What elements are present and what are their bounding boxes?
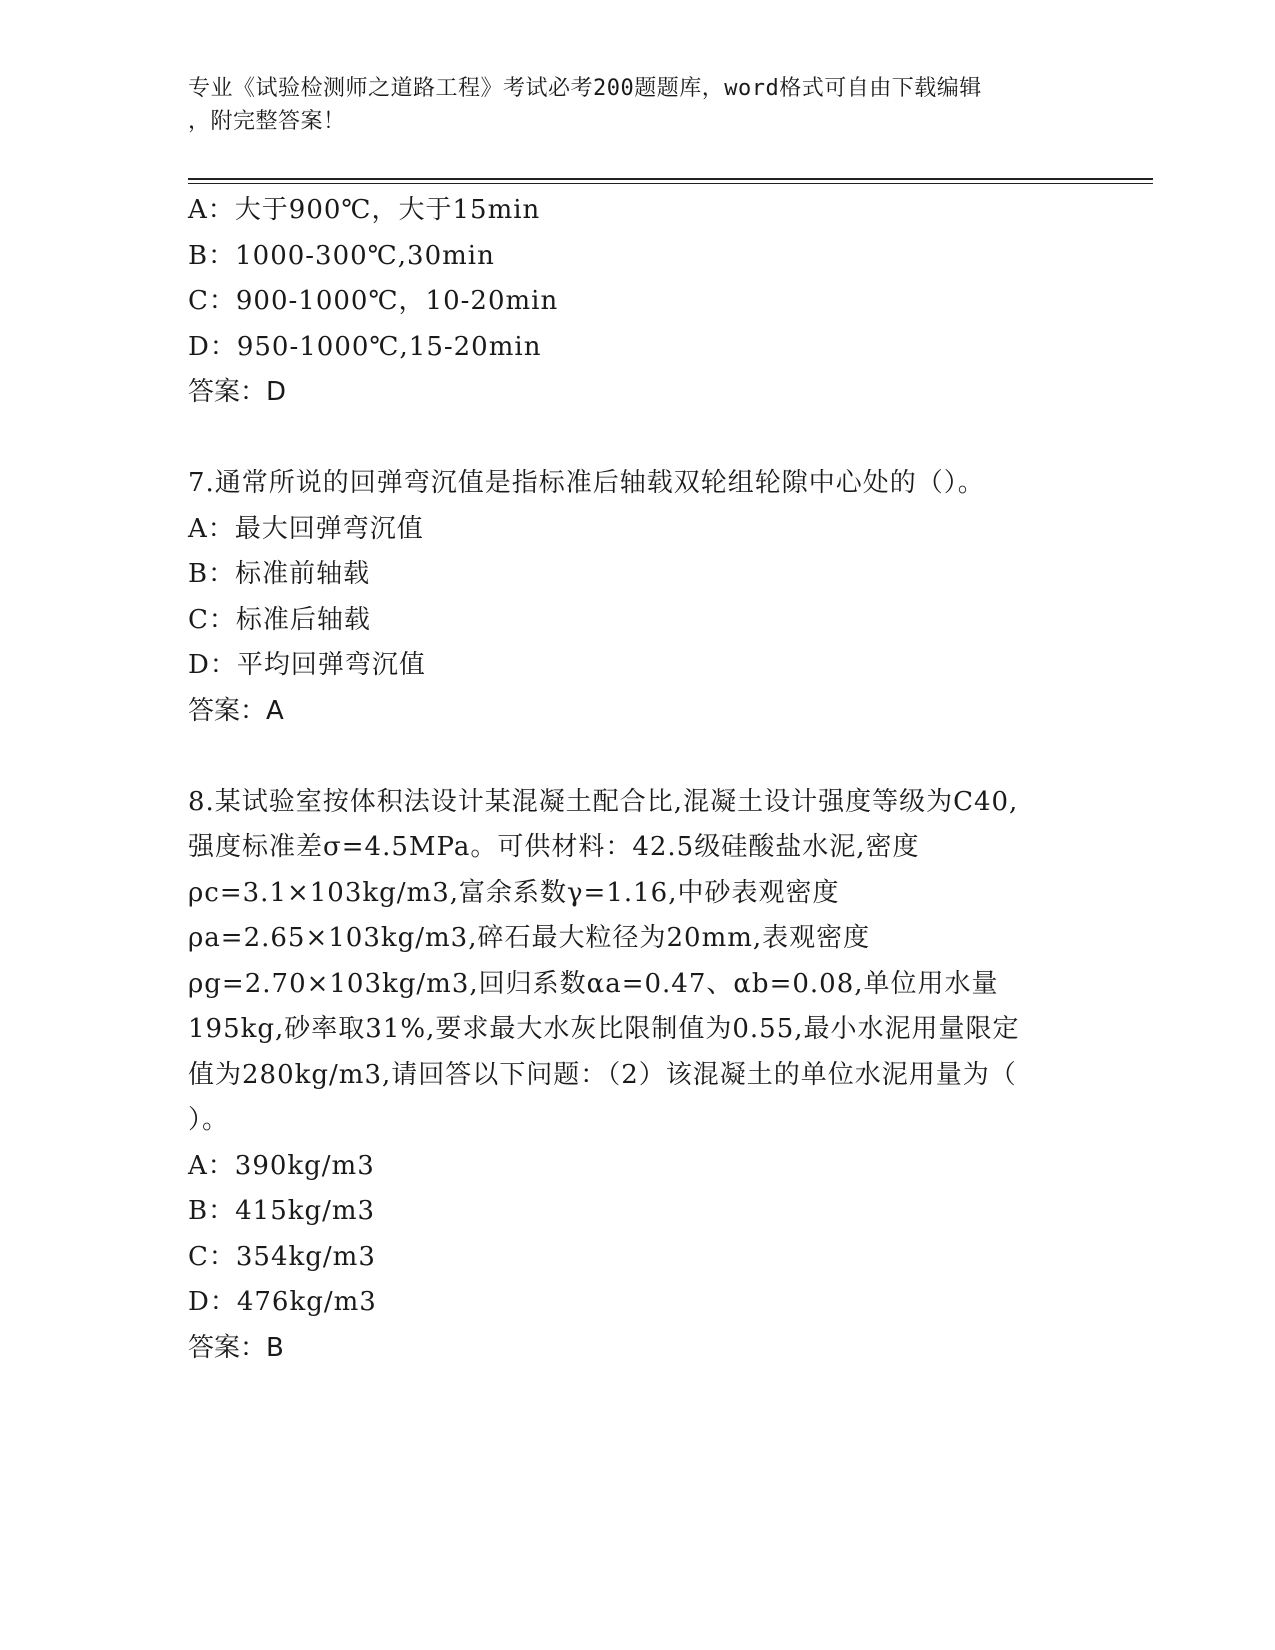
- question-7: [188, 461, 1088, 734]
- option-d: D：950-1000℃,15-20min: [188, 331, 542, 362]
- option-c: C：标准后轴载: [188, 604, 371, 635]
- stem-line: 值为280kg/m3,请回答以下问题：（2）该混凝土的单位水泥用量为（: [188, 1059, 1017, 1090]
- option-a: A：390kg/m3: [188, 1150, 375, 1181]
- option-d: D：476kg/m3: [188, 1287, 377, 1317]
- header-line-2: ，附完整答案！: [188, 109, 346, 134]
- header-rule-thin: [188, 183, 1153, 184]
- answer-label: 答案：A: [188, 695, 284, 726]
- stem-line: 8.某试验室按体积法设计某混凝土配合比,混凝土设计强度等级为C40,: [188, 786, 1019, 817]
- header-line-1: 专业《试验检测师之道路工程》考试必考200题题库，word格式可自由下载编辑: [188, 76, 982, 101]
- stem-line: ρa=2.65×103kg/m3,碎石最大粒径为20mm,表观密度: [188, 923, 871, 953]
- option-a: A：最大回弹弯沉值: [188, 513, 424, 544]
- option-d: D：平均回弹弯沉值: [188, 650, 426, 680]
- stem-line: 强度标准差σ=4.5MPa。可供材料：42.5级硅酸盐水泥,密度: [188, 832, 920, 862]
- spacer: [188, 416, 1088, 462]
- question-6: [188, 188, 1088, 416]
- question-list: [188, 188, 1088, 1371]
- question-8: [188, 780, 1088, 1372]
- option-c: C：354kg/m3: [188, 1241, 376, 1272]
- option-c: C：900-1000℃，10-20min: [188, 286, 559, 316]
- stem-line: ）。: [188, 1105, 230, 1135]
- stem-line: ρg=2.70×103kg/m3,回归系数αa=0.47、αb=0.08,单位用水量: [188, 968, 999, 999]
- option-b: B：1000-300℃,30min: [188, 240, 495, 271]
- question-stem: [188, 780, 1088, 1144]
- answer-label: 答案：D: [188, 377, 287, 407]
- document-header: [188, 72, 1088, 138]
- option-a: A：大于900℃，大于15min: [188, 195, 541, 225]
- spacer: [188, 734, 1088, 780]
- header-rule-thick: [188, 178, 1153, 180]
- stem-line: ρc=3.1×103kg/m3,富余系数γ=1.16,中砂表观密度: [188, 877, 840, 908]
- option-b: B：415kg/m3: [188, 1196, 376, 1226]
- answer-label: 答案：B: [188, 1332, 284, 1363]
- stem-line: 195kg,砂率取31%,要求最大水灰比限制值为0.55,最小水泥用量限定: [188, 1014, 1020, 1044]
- option-b: B：标准前轴载: [188, 559, 371, 589]
- question-stem: 7.通常所说的回弹弯沉值是指标准后轴载双轮组轮隙中心处的（）。: [188, 468, 985, 498]
